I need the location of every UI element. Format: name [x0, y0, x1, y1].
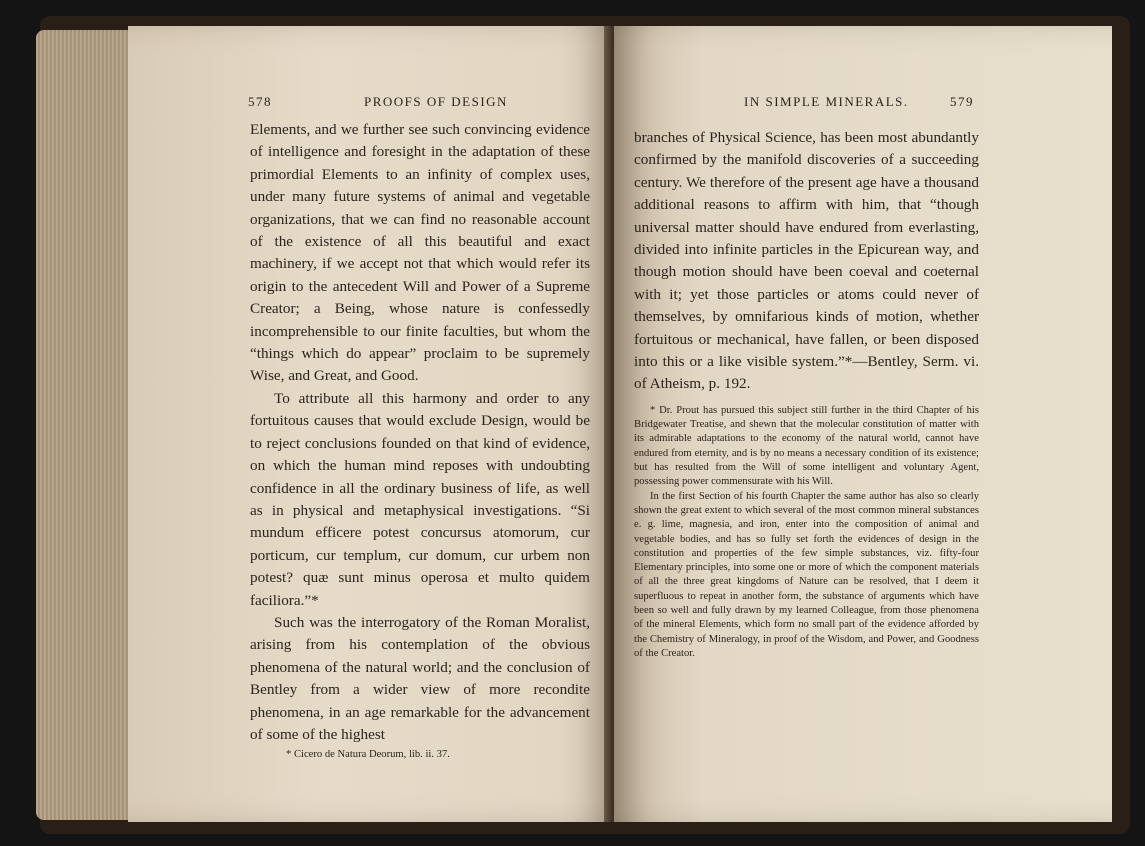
right-page: [614, 26, 1112, 822]
left-footnote: * Cicero de Natura Deorum, lib. ii. 37.: [286, 749, 450, 761]
right-running-head: IN SIMPLE MINERALS.: [744, 94, 909, 109]
left-paragraph-2: To attribute all this harmony and order to any fortuitous causes that would exclude Design, would be to reject conclusions founded on that kind of evidence, on which the human mind reposes with undoubting confidence in all the ordinary business of life, as well as in physical and metaphysical investigations. “Si mundum efficere potest concursus atomorum, cur porticum, cur templum, cur domum, cur urbem non potest? quæ sunt minus operosa et multo quidem faciliora.”*: [250, 389, 590, 609]
right-footnotes: [634, 404, 979, 661]
left-page: [128, 26, 612, 822]
right-paragraph: branches of Physical Science, has been most abundantly confirmed by the manifold discoveries of a succeeding century. We therefore of the present age have a thousand additional reasons to affirm with him, that “though universal matter should have endured from everlasting, divided into infinite particles in the Epicurean way, and though motion should have been coeval and coeternal with it; yet those particles or atoms could never of themselves, by omnifarious kinds of motion, whether fortuitous or mechanical, have fallen, or been disposed into this or a like visible system.”*—Bentley, Serm. vi. of Atheism, p. 192.: [634, 129, 979, 393]
left-paragraph-3: Such was the interrogatory of the Roman Moralist, arising from his contemplation of the obvious phenomena of the natural world; and the conclusion of Bentley from a wider view of more recondite phenomena, in an age remarkable for the advancement of some of the highest: [250, 613, 590, 743]
right-page-number: 579: [950, 94, 974, 109]
left-body-text: [250, 119, 590, 763]
left-running-head: PROOFS OF DESIGN: [364, 94, 508, 109]
left-paragraph-1: Elements, and we further see such convincing evidence of intelligence and foresight in the adaptation of these primordial Elements to an infinity of complex uses, under many future systems of animal and vegetable organizations, that we can find no reasonable account of the existence of all this beautiful and exact machinery, if we accept not that which would refer its origin to the antecedent Will and Power of a Supreme Creator; a Being, whose nature is confessedly incomprehensible to our finite faculties, but whom the “things which do appear” proclaim to be supremely Wise, and Great, and Good.: [250, 121, 590, 385]
page-edges: [36, 30, 136, 820]
left-page-number: 578: [248, 94, 272, 109]
right-footnote-2: In the first Section of his fourth Chapter the same author has also so clearly shown the great extent to which several of the most common mineral substances e. g. lime, magnesia, and iron, enter into the composition of animal and vegetable bodies, and has so fully set forth the evidences of design in the constitution and properties of the few simple substances, viz. fifty-four Elementary principles, into some one or more of which the component materials of all the three great kingdoms of Nature can be resolved, that I deem it superfluous to repeat in another form, the substance of arguments which have been so well and fully drawn by my learned Colleague, from those phenomena of the mineral Elements, which form no small part of the evidence afforded by the Chemistry of Mineralogy, in proof of the Wisdom, and Power, and Goodness of the Creator.: [634, 490, 979, 659]
right-body-text: [634, 127, 979, 661]
right-footnote-1: * Dr. Prout has pursued this subject still further in the third Chapter of his Bridgewater Treatise, and shewn that the molecular constitution of matter with its admirable adaptations to the economy of the natural world, cannot have endured from eternity, and is by no means a necessary condition of its existence; but has resulted from the Will of some intelligent and voluntary Agent, possessing power commensurate with his Will.: [634, 404, 979, 488]
